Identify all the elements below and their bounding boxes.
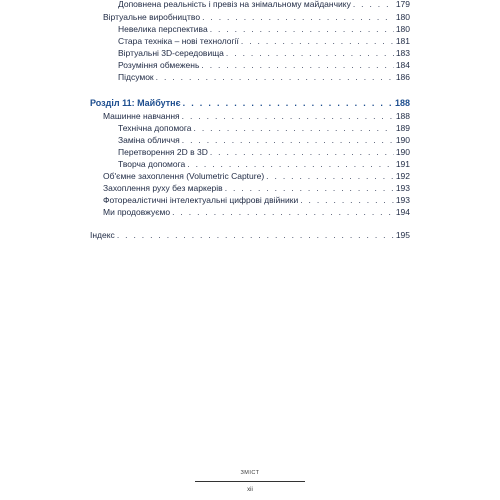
toc-entry-label: Машинне навчання	[103, 111, 180, 121]
chapter-page: 188	[394, 98, 410, 108]
toc-entry-label: Захоплення руху без маркерів	[103, 183, 223, 193]
toc-entry-page: 181	[395, 36, 410, 46]
toc-entry-page: 180	[395, 12, 410, 22]
dot-leader	[156, 72, 394, 82]
toc-entry-label: Невелика перспектива	[118, 24, 208, 34]
dot-leader	[194, 123, 394, 133]
footer-section-label: ЗМІСТ	[240, 470, 260, 476]
toc-entry-page: 194	[395, 207, 410, 217]
dot-leader	[187, 159, 394, 169]
toc-entry-label: Віртуальні 3D-середовища	[118, 48, 224, 58]
toc-entry-page: 184	[395, 60, 410, 70]
toc-entry-face-swap[interactable]	[118, 135, 410, 145]
toc-entry-page: 180	[395, 24, 410, 34]
dot-leader	[117, 230, 394, 240]
toc-entry-label: Фотореалістичні інтелектуальні цифрові двійники	[103, 195, 299, 205]
toc-entry-label: Перетворення 2D в 3D	[118, 147, 208, 157]
toc-entry-label: Індекс	[90, 230, 115, 240]
dot-leader	[201, 60, 393, 70]
toc-entry-2d-to-3d[interactable]	[118, 147, 410, 157]
dot-leader	[226, 48, 394, 58]
toc-entry-virtual-production[interactable]	[103, 12, 410, 22]
dot-leader	[241, 36, 394, 46]
toc-entry-technical-help[interactable]	[118, 123, 410, 133]
toc-entry-small-perspective[interactable]	[118, 24, 410, 34]
toc-entry-page: 189	[395, 123, 410, 133]
toc-entry-markerless-mocap[interactable]	[103, 183, 410, 193]
dot-leader	[353, 0, 394, 9]
toc-entry-page: 183	[395, 48, 410, 58]
dot-leader	[210, 24, 394, 34]
dot-leader	[172, 207, 394, 217]
toc-entry-page: 195	[395, 230, 410, 240]
toc-entry-page: 190	[395, 135, 410, 145]
toc-entry-we-continue[interactable]	[103, 207, 410, 217]
toc-entry-virtual-3d[interactable]	[118, 48, 410, 58]
dot-leader	[182, 135, 394, 145]
toc-entry-page: 179	[395, 0, 410, 9]
toc-entry-machine-learning[interactable]	[103, 111, 410, 121]
toc-entry-old-tech[interactable]	[118, 36, 410, 46]
toc-entry-index[interactable]	[90, 230, 410, 240]
toc-entry-label: Заміна обличчя	[118, 135, 180, 145]
toc-entry-summary[interactable]	[118, 72, 410, 82]
dot-leader	[183, 98, 393, 108]
toc-entry-label: Технічна допомога	[118, 123, 192, 133]
toc-entry-label: Стара техніка – нові технології	[118, 36, 239, 46]
chapter-title: Розділ 11: Майбутнє	[90, 98, 181, 108]
toc-chapter-11[interactable]	[90, 98, 410, 108]
dot-leader	[225, 183, 394, 193]
toc-entry-page: 191	[395, 159, 410, 169]
footer-divider	[195, 481, 305, 482]
toc-entry-label: Віртуальне виробництво	[103, 12, 201, 22]
dot-leader	[202, 12, 394, 22]
toc-entry-label: Підсумок	[118, 72, 154, 82]
toc-entry-creative-help[interactable]	[118, 159, 410, 169]
toc-entry-page: 193	[395, 183, 410, 193]
footer-page-number: xii	[247, 487, 253, 493]
toc-entry-label: Творча допомога	[118, 159, 186, 169]
dot-leader	[210, 147, 394, 157]
dot-leader	[266, 171, 394, 181]
toc-entry-label: Доповнена реальність і превіз на знімальному майданчику	[118, 0, 351, 9]
toc-entry-page: 190	[395, 147, 410, 157]
toc-entry-page: 186	[395, 72, 410, 82]
toc-entry-digital-twins[interactable]	[103, 195, 410, 205]
dot-leader	[182, 111, 394, 121]
toc-entry-page: 188	[395, 111, 410, 121]
toc-entry-label: Розуміння обмежень	[118, 60, 200, 70]
toc-entry-page: 193	[395, 195, 410, 205]
toc-entry-label: Ми продовжуємо	[103, 207, 171, 217]
toc-entry-label: Об'ємне захоплення (Volumetric Capture)	[103, 171, 265, 181]
toc-entry-volumetric-capture[interactable]	[103, 171, 410, 181]
toc-entry-limitations[interactable]	[118, 60, 410, 70]
toc-entry-page: 192	[395, 171, 410, 181]
dot-leader	[300, 195, 394, 205]
toc-entry-ar-previs[interactable]	[118, 0, 410, 9]
